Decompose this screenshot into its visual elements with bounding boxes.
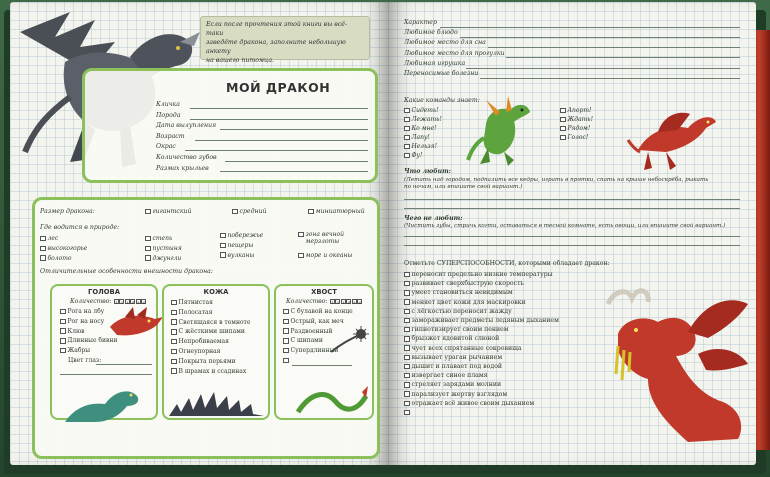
feature-checkbox[interactable] — [171, 359, 177, 365]
superpower-checkbox[interactable] — [404, 327, 410, 333]
loves-label: Что любит: — [404, 168, 452, 175]
features-label: Отличительные особенности внешности дракона: — [40, 268, 213, 275]
count-box[interactable]: 5 — [353, 299, 356, 305]
count-box[interactable]: 3 — [126, 299, 129, 305]
count-box[interactable]: 1 — [115, 299, 118, 305]
profile-fields — [156, 100, 217, 174]
feature-checkbox[interactable] — [171, 300, 177, 306]
red-flying-dragon-illustration — [618, 110, 718, 172]
command-checkbox[interactable] — [560, 126, 566, 132]
superpowers-label: Отметьте СУПЕРСПОСОБНОСТИ, которыми обладает дракон: — [404, 260, 610, 267]
teal-dragon-icon — [55, 382, 145, 424]
superpower-checkbox[interactable] — [404, 318, 410, 324]
superpower-checkbox[interactable] — [404, 345, 410, 351]
superpower-checkbox[interactable] — [404, 336, 410, 342]
feature-checkbox[interactable] — [60, 328, 66, 334]
feature-checkbox[interactable] — [171, 349, 177, 355]
intro-note: Если после прочтения этой книги вы всё-таки заведёте дракона, заполните небольшую анкету на вашего питомца. — [200, 16, 370, 60]
feature-checkbox[interactable] — [171, 339, 177, 345]
feature-checkbox[interactable] — [171, 329, 177, 335]
superpower-checkbox[interactable] — [404, 410, 410, 416]
habitat-checkbox[interactable] — [40, 236, 46, 242]
command-checkbox[interactable] — [404, 117, 410, 123]
habitat-checkbox[interactable] — [40, 246, 46, 252]
question-label: Любимое место для прогулки — [404, 49, 505, 57]
superpower-checkbox[interactable] — [404, 272, 410, 278]
superpower-checkbox[interactable] — [404, 391, 410, 397]
habitat-checkbox[interactable] — [220, 252, 226, 258]
habitat-checkbox[interactable] — [220, 233, 226, 239]
feature-checkbox[interactable] — [283, 309, 289, 315]
superpowers-list: переносит предельно низкие температуры развивает сверхбыструю скорость умеет становиться невидимым меняет цвет кожи для маскировки с лёгкостью переносит жажду замораживает предметы ледяным дыханием гипнотизирует своим пением брызжет ядовитой слюной чует всех спрятанные сокровища вызывает ураган рычанием дышит и плавает под водой извергает синее пламя стреляет зарядами молнии парализует жертву взглядом отражает всё живое своим дыханием — [404, 270, 559, 417]
right-page: Характер Любимое блюдо Любимое место для сна Любимое место для прогулки Любимая игрушка Переносимые болезни Какие команды знает: Сидеть! Лежать! Ко мне! Лапу! Нельзя! Фу! Апорт! Ждать! Рядом! Голос! Что любит: (Летать над городом, подпалить все кедры, играть в прятки, спать на крыше небоскрёба, рыкать по ночам, или впишите свой вариант.) Чего не любит: (Чистить зубы, стричь когти, оставаться в тесной комнате, есть овощи, или впишите свой вариант.) Отметьте СУПЕРСПОСОБНОСТИ, которыми обладает дракон: переносит предельно низкие температуры развивает сверхбыструю скорость умеет становиться невидимым меняет цвет кожи для маскировки с лёгкостью переносит жажду замораживает предметы ледяным дыханием гипнотизирует своим пением брызжет ядовитой слюной чует всех спрятанные сокровища вызывает ураган рычанием дышит и плавает под водой извергает синее пламя стреляет зарядами молнии парализует жертву взглядом отражает всё живое своим дыханием — [388, 2, 756, 465]
habitat-checkbox[interactable] — [145, 236, 151, 242]
command-checkbox[interactable] — [560, 108, 566, 114]
field-label: Окрас — [156, 143, 176, 151]
field-label: Порода — [156, 111, 181, 119]
feature-checkbox[interactable] — [171, 310, 177, 316]
mace-tail-icon — [331, 324, 371, 354]
page-title: МОЙ ДРАКОН — [226, 80, 331, 95]
superpower-checkbox[interactable] — [404, 281, 410, 287]
feature-checkbox[interactable] — [60, 319, 66, 325]
green-dragon-illustration — [466, 94, 536, 166]
red-fire-dragon-illustration — [588, 284, 753, 444]
feature-checkbox[interactable] — [171, 319, 177, 325]
red-dragon-head-icon — [105, 307, 165, 347]
feature-checkbox[interactable] — [283, 348, 289, 354]
superpower-checkbox[interactable] — [404, 290, 410, 296]
question-label: Любимое место для сна — [404, 39, 486, 47]
habitat-checkbox[interactable] — [40, 255, 46, 261]
feature-checkbox[interactable] — [283, 319, 289, 325]
feature-checkbox[interactable] — [283, 328, 289, 334]
habitat-label: Где водится в природе: — [40, 224, 120, 231]
size-checkbox[interactable] — [308, 209, 314, 215]
count-box[interactable]: 5 — [137, 299, 140, 305]
size-label: Размер дракона: — [40, 208, 95, 215]
question-label: Характер — [404, 19, 437, 26]
spiky-back-icon — [169, 390, 264, 416]
habitat-checkbox[interactable] — [145, 255, 151, 261]
field-label: Возраст — [156, 132, 185, 140]
command-checkbox[interactable] — [404, 108, 410, 114]
count-box[interactable]: 2 — [336, 299, 340, 305]
feature-checkbox[interactable] — [171, 368, 177, 374]
superpower-checkbox[interactable] — [404, 382, 410, 388]
feature-checkbox[interactable] — [60, 309, 66, 315]
superpower-checkbox[interactable] — [404, 364, 410, 370]
feature-checkbox[interactable] — [60, 348, 66, 354]
command-checkbox[interactable] — [404, 153, 410, 159]
command-checkbox[interactable] — [404, 126, 410, 132]
count-box[interactable]: 4 — [347, 299, 351, 305]
left-page: Если после прочтения этой книги вы всё-таки заведёте дракона, заполните небольшую анкету на вашего питомца. МОЙ ДРАКОН Кличка Порода Дата вылупления Возраст Окрас Количество зубов Размах крыльев Размер дракона: гигантский средний миниатюрный Где водится в природе: лес высокогорье болото степь пустыня джунгли побережье пещеры вулканы зона вечной мерзлоты море и океаны Отличительные особенности внешности дракона: ГОЛОВА Количество: 1 2 3 4 5 6 Рога на лбу Рог на носу Клюв Длинные бивни Жабры Цвет глаз: КОЖА Пятнистая Полосатая Светящаяся в темноте С жёсткими шипами Непробиваемая Огнеупорная Покрыта перьями В шрамах и ссадинах ХВОСТ Количество: 1 2 3 4 5 6 С булавой на конце Острый, как меч Раздвоенный С шипами Супердлинный — [10, 2, 388, 465]
feature-checkbox[interactable] — [60, 338, 66, 344]
superpower-checkbox[interactable] — [404, 373, 410, 379]
habitat-checkbox[interactable] — [298, 232, 304, 238]
green-tail-icon — [296, 382, 368, 418]
skin-box: КОЖА Пятнистая Полосатая Светящаяся в темноте С жёсткими шипами Непробиваемая Огнеупорная Покрыта перьями В шрамах и ссадинах — [162, 284, 270, 420]
tail-box: ХВОСТ Количество: 1 2 3 4 5 6 С булавой на конце Острый, как меч Раздвоенный С шипами Супердлинный — [274, 284, 374, 420]
feature-checkbox[interactable] — [283, 338, 289, 344]
question-label: Любимая игрушка — [404, 59, 466, 67]
command-checkbox[interactable] — [404, 135, 410, 141]
feature-checkbox[interactable] — [283, 358, 289, 364]
command-checkbox[interactable] — [560, 135, 566, 141]
count-box[interactable]: 4 — [131, 299, 135, 305]
field-label: Дата вылупления — [156, 122, 217, 130]
superpower-checkbox[interactable] — [404, 299, 410, 305]
habitat-checkbox[interactable] — [298, 253, 304, 259]
head-box: ГОЛОВА Количество: 1 2 3 4 5 6 Рога на лбу Рог на носу Клюв Длинные бивни Жабры Цвет глаз: — [50, 284, 158, 420]
size-checkbox[interactable] — [232, 209, 238, 215]
superpower-checkbox[interactable] — [404, 355, 410, 361]
count-box[interactable]: 6 — [358, 299, 362, 305]
field-label: Количество зубов — [156, 153, 217, 161]
count-box[interactable]: 2 — [120, 299, 124, 305]
superpower-checkbox[interactable] — [404, 309, 410, 315]
command-checkbox[interactable] — [404, 144, 410, 150]
question-label: Переносимые болезни — [404, 70, 479, 78]
habitat-checkbox[interactable] — [145, 246, 151, 252]
commands-label: Какие команды знает: — [404, 97, 480, 104]
hates-label: Чего не любит: — [404, 215, 463, 222]
superpower-checkbox[interactable] — [404, 401, 410, 407]
question-label: Любимое блюдо — [404, 29, 458, 37]
command-checkbox[interactable] — [560, 117, 566, 123]
count-box[interactable]: 3 — [342, 299, 345, 305]
field-label: Кличка — [156, 101, 180, 108]
field-label: Размах крыльев — [156, 164, 209, 172]
size-checkbox[interactable] — [145, 209, 151, 215]
habitat-checkbox[interactable] — [220, 243, 226, 249]
count-box[interactable]: 6 — [142, 299, 146, 305]
count-box[interactable]: 1 — [331, 299, 334, 305]
